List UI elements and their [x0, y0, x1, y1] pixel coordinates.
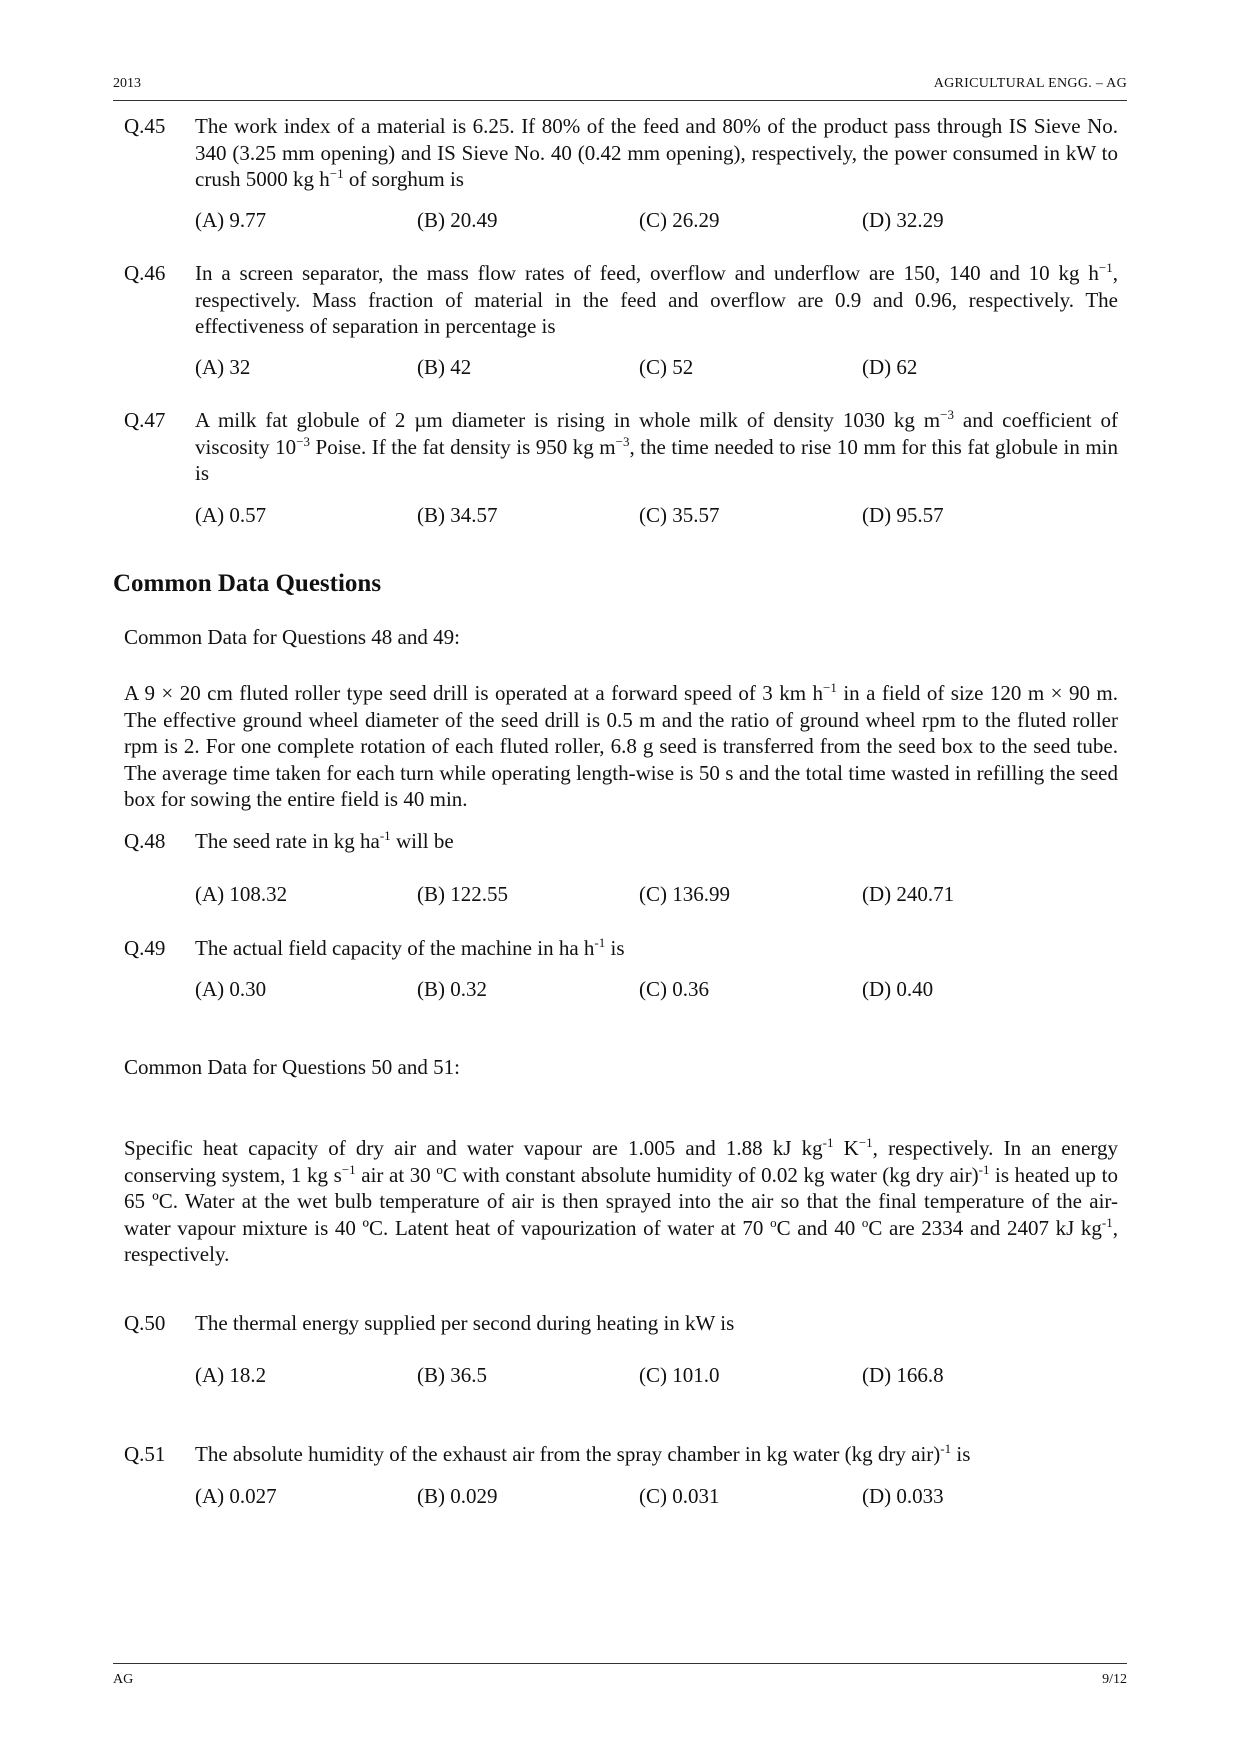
options-45: [195, 208, 1095, 236]
page-number: 9/12: [1102, 1672, 1127, 1687]
option-d: (D) 0.033: [862, 1484, 944, 1508]
common-data-paragraph-48-49: A 9 × 20 cm fluted roller type seed drill is operated at a forward speed of 3 km $h^{-1}$ in a field of size 120 m × 90 m. The effective ground wheel diameter of the seed drill is 0.5 m and the ratio of ground wheel rpm to the fluted roller rpm is 2. For one complete rotation of each fluted roller, 6.8 g seed is transferred from the seed box to the seed tube. The average time taken for each turn while operating length-wise is 50 s and the total time wasted in refilling the seed box for sowing the entire field is 40 min.: [124, 680, 1119, 811]
question-text: The thermal energy supplied per second during heating in kW is: [195, 1311, 735, 1335]
option-a: (A) 18.2: [195, 1363, 267, 1387]
options-49: [195, 977, 1095, 1005]
option-a: (A) 0.30: [195, 977, 267, 1001]
footer-code: AG: [113, 1672, 134, 1687]
option-d: (D) 0.40: [862, 977, 934, 1001]
question-45: [124, 113, 1118, 193]
options-50: [195, 1363, 1095, 1391]
header-year: 2013: [113, 76, 141, 91]
question-text: The absolute humidity of the exhaust air from the spray chamber in kg water (kg dry air)$^{-1}$ is: [195, 1441, 971, 1466]
common-data-label-48-49: Common Data for Questions 48 and 49:: [124, 625, 460, 649]
option-d: (D) 166.8: [862, 1363, 944, 1387]
option-b: (B) 36.5: [417, 1363, 487, 1387]
options-47: [195, 503, 1095, 531]
option-a: (A) 32: [195, 355, 251, 379]
common-data-paragraph-50-51: Specific heat capacity of dry air and water vapour are 1.005 and 1.88 kJ $kg^{-1}$ $K^{-1}$, respectively. In an energy conserving system, 1 kg $s^{-1}$ air at 30 $^o$C with constant absolute humidity of 0.02 kg water (kg dry air)$^{-1}$ is heated up to 65 ºC. Water at the wet bulb temperature of air is then sprayed into the air so that the final temperature of the air-water vapour mixture is 40 ºC. Latent heat of vapourization of water at 70 $^o$C and 40 $^o$C are 2334 and 2407 kJ $kg^{-1}$, respectively.: [124, 1135, 1119, 1266]
option-d: (D) 62: [862, 355, 918, 379]
option-c: (C) 35.57: [639, 503, 720, 527]
option-d: (D) 240.71: [862, 882, 955, 906]
header-subject: AGRICULTURAL ENGG. – AG: [933, 76, 1127, 91]
option-b: (B) 20.49: [417, 208, 498, 232]
question-51: [124, 1441, 1118, 1468]
option-c: (C) 26.29: [639, 208, 720, 232]
options-51: [195, 1484, 1095, 1512]
question-47: [124, 407, 1118, 487]
option-b: (B) 0.32: [417, 977, 487, 1001]
question-number: Q.50: [124, 1311, 166, 1335]
option-a: (A) 0.57: [195, 503, 267, 527]
question-text: A milk fat globule of 2 µm diameter is rising in whole milk of density 1030 kg $m^{-3}$ and coefficient of viscosity $10^{-3}$ Poise. If the fat density is 950 kg $m^{-3}$, the time needed to rise 10 mm for this fat globule in min is: [195, 407, 1118, 485]
option-b: (B) 122.55: [417, 882, 508, 906]
question-text: The actual field capacity of the machine in ha $h^{-1}$ is: [195, 935, 625, 960]
option-b: (B) 0.029: [417, 1484, 498, 1508]
question-number: Q.45: [124, 114, 166, 138]
options-48: [195, 882, 1095, 910]
option-d: (D) 95.57: [862, 503, 944, 527]
page-footer: [113, 1663, 1127, 1690]
question-text: The work index of a material is 6.25. If 80% of the feed and 80% of the product pass through IS Sieve No. 340 (3.25 mm opening) and IS Sieve No. 40 (0.42 mm opening), respectively, the power consumed in kW to crush 5000 kg $h^{-1}$ of sorghum is: [195, 114, 1118, 191]
question-number: Q.49: [124, 936, 166, 960]
question-text: In a screen separator, the mass flow rates of feed, overflow and underflow are 150, 140 and 10 kg $h^{-1}$, respectively. Mass fraction of material in the feed and overflow are 0.9 and 0.96, respectively. The effectiveness of separation in percentage is: [195, 260, 1118, 338]
question-number: Q.46: [124, 261, 166, 285]
question-46: [124, 260, 1118, 340]
option-c: (C) 0.36: [639, 977, 709, 1001]
page-header: [113, 74, 1127, 101]
option-c: (C) 101.0: [639, 1363, 720, 1387]
options-46: [195, 355, 1095, 383]
option-c: (C) 52: [639, 355, 694, 379]
option-b: (B) 42: [417, 355, 472, 379]
question-number: Q.47: [124, 408, 166, 432]
question-number: Q.48: [124, 829, 166, 853]
section-heading: Common Data Questions: [113, 570, 382, 597]
option-c: (C) 0.031: [639, 1484, 720, 1508]
option-b: (B) 34.57: [417, 503, 498, 527]
question-text: The seed rate in kg $ha^{-1}$ will be: [195, 828, 454, 853]
question-49: [124, 935, 1118, 962]
option-c: (C) 136.99: [639, 882, 730, 906]
question-number: Q.51: [124, 1442, 166, 1466]
option-a: (A) 0.027: [195, 1484, 277, 1508]
option-a: (A) 9.77: [195, 208, 267, 232]
question-48: [124, 828, 1118, 855]
option-a: (A) 108.32: [195, 882, 288, 906]
question-50: [124, 1310, 1118, 1337]
option-d: (D) 32.29: [862, 208, 944, 232]
common-data-label-50-51: Common Data for Questions 50 and 51:: [124, 1055, 460, 1079]
